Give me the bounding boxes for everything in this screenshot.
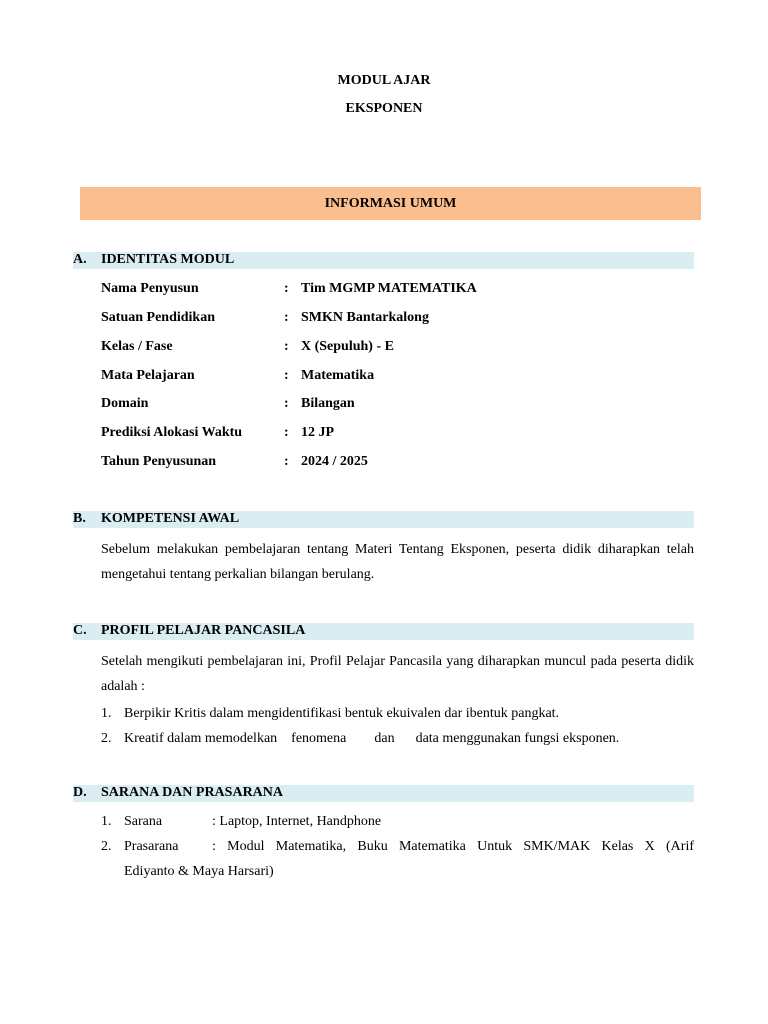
- identity-colon: :: [284, 281, 289, 296]
- identity-row-alokasi: [101, 425, 701, 445]
- profil-intro-text: Setelah mengikuti pembelajaran ini, Profil Pelajar Pancasila yang diharapkan muncul pada peserta didik adalah :: [101, 654, 694, 694]
- identity-value: 12 JP: [301, 425, 335, 440]
- list-item-number: 2.: [101, 731, 112, 746]
- section-d-letter: D.: [73, 785, 87, 800]
- identity-label: Nama Penyusun: [101, 281, 199, 296]
- prasarana-value-cont: Ediyanto & Maya Harsari): [124, 864, 274, 879]
- identity-row-satuan: [101, 310, 701, 330]
- identity-row-tahun: [101, 454, 701, 474]
- identity-label: Domain: [101, 396, 149, 411]
- identity-value: 2024 / 2025: [301, 454, 368, 469]
- list-item: Kreatif dalam memodelkan fenomena dan data menggunakan fungsi eksponen.: [124, 731, 620, 746]
- identity-value: Tim MGMP MATEMATIKA: [301, 281, 477, 296]
- document-title: MODUL AJAR: [337, 73, 431, 88]
- section-a-title: IDENTITAS MODUL: [101, 252, 235, 267]
- identity-colon: :: [284, 454, 289, 469]
- list-item: Berpikir Kritis dalam mengidentifikasi bentuk ekuivalen dar ibentuk pangkat.: [124, 706, 560, 721]
- identity-label: Satuan Pendidikan: [101, 310, 215, 325]
- identity-label: Tahun Penyusunan: [101, 454, 217, 469]
- section-c-letter: C.: [73, 623, 87, 638]
- identity-colon: :: [284, 396, 289, 411]
- section-b-letter: B.: [73, 511, 86, 526]
- identity-value: Bilangan: [301, 396, 355, 411]
- section-b-title: KOMPETENSI AWAL: [101, 511, 240, 526]
- identity-row-domain: [101, 396, 701, 416]
- identity-row-mapel: [101, 368, 701, 388]
- kompetensi-awal-text: Sebelum melakukan pembelajaran tentang Materi Tentang Eksponen, peserta didik diharapkan telah mengetahui tentang perkalian bilangan berulang.: [101, 542, 694, 582]
- identity-colon: :: [284, 425, 289, 440]
- sarana-label: Sarana: [124, 814, 163, 829]
- list-item-number: 1.: [101, 706, 112, 721]
- section-d-title: SARANA DAN PRASARANA: [101, 785, 284, 800]
- identity-row-kelas: [101, 339, 701, 359]
- identity-row-penyusun: [101, 281, 701, 301]
- identity-label: Mata Pelajaran: [101, 368, 195, 383]
- prasarana-value: : Modul Matematika, Buku Matematika Untuk SMK/MAK Kelas X (Arif: [212, 839, 694, 854]
- identity-colon: :: [284, 339, 289, 354]
- section-c-title: PROFIL PELAJAR PANCASILA: [101, 623, 306, 638]
- document-subtitle: EKSPONEN: [345, 101, 423, 116]
- identity-colon: :: [284, 368, 289, 383]
- info-umum-header: [80, 187, 701, 220]
- identity-value: SMKN Bantarkalong: [301, 310, 429, 325]
- identity-colon: :: [284, 310, 289, 325]
- list-item-number: 1.: [101, 814, 112, 829]
- identity-value: Matematika: [301, 368, 375, 383]
- identity-label: Prediksi Alokasi Waktu: [101, 425, 243, 440]
- list-item-number: 2.: [101, 839, 112, 854]
- prasarana-label: Prasarana: [124, 839, 179, 854]
- sarana-value: : Laptop, Internet, Handphone: [212, 814, 382, 829]
- section-a-letter: A.: [73, 252, 87, 267]
- info-umum-label: INFORMASI UMUM: [324, 195, 457, 211]
- identity-value: X (Sepuluh) - E: [301, 339, 394, 354]
- identity-label: Kelas / Fase: [101, 339, 173, 354]
